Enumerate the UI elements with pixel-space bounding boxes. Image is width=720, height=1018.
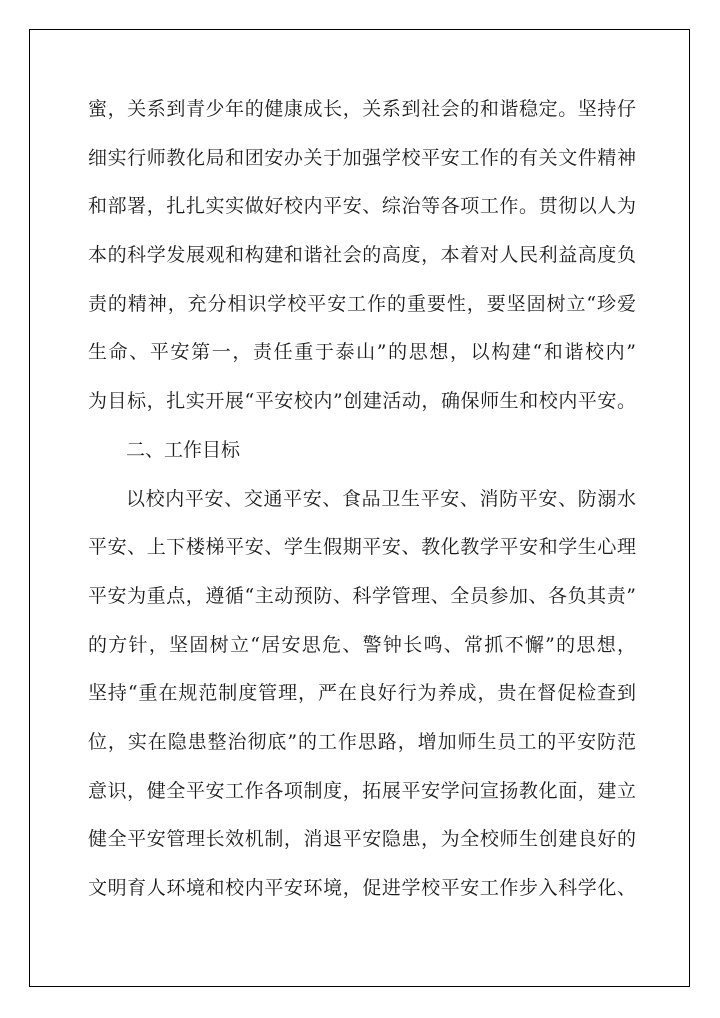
text-line-14: 位，实在隐患整治彻底”的工作思路，增加师生员工的平安防范 [88,730,636,753]
text-line-10: 平安、上下楼梯平安、学生假期平安、教化教学平安和学生心理 [88,536,636,559]
document-body [88,94,636,922]
text-line-15: 意识，健全平安工作各项制度，拓展平安学问宣扬教化面，建立 [88,779,636,802]
text-line-11: 平安为重点，遵循“主动预防、科学管理、全员参加、各负其责” [88,584,636,607]
text-line-12: 的方针，坚固树立“居安思危、警钟长鸣、常抓不懈”的思想， [88,633,636,656]
text-line-9: 以校内平安、交通平安、食品卫生平安、消防平安、防溺水 [126,487,636,510]
text-line-1: 蜜，关系到青少年的健康成长，关系到社会的和谐稳定。坚持仔 [88,98,636,120]
section-heading: 二、工作目标 [126,438,241,461]
text-line-4: 本的科学发展观和构建和谐社会的高度，本着对人民利益高度负 [88,244,636,267]
text-line-16: 健全平安管理长效机制，消退平安隐患，为全校师生创建良好的 [88,828,636,851]
text-line-3: 和部署，扎扎实实做好校内平安、综治等各项工作。贯彻以人为 [88,195,636,218]
text-line-2: 细实行师教化局和团安办关于加强学校平安工作的有关文件精神 [88,146,636,169]
text-line-13: 坚持“重在规范制度管理，严在良好行为养成，贵在督促检查到 [88,682,636,705]
text-line-5: 责的精神，充分相识学校平安工作的重要性，要坚固树立“珍爱 [88,292,636,315]
text-line-7: 为目标，扎实开展“平安校内”创建活动，确保师生和校内平安。 [88,390,636,413]
text-line-17: 文明育人环境和校内平安环境，促进学校平安工作步入科学化、 [88,877,636,899]
text-line-6: 生命、平安第一，责任重于泰山”的思想，以构建“和谐校内” [88,341,636,364]
